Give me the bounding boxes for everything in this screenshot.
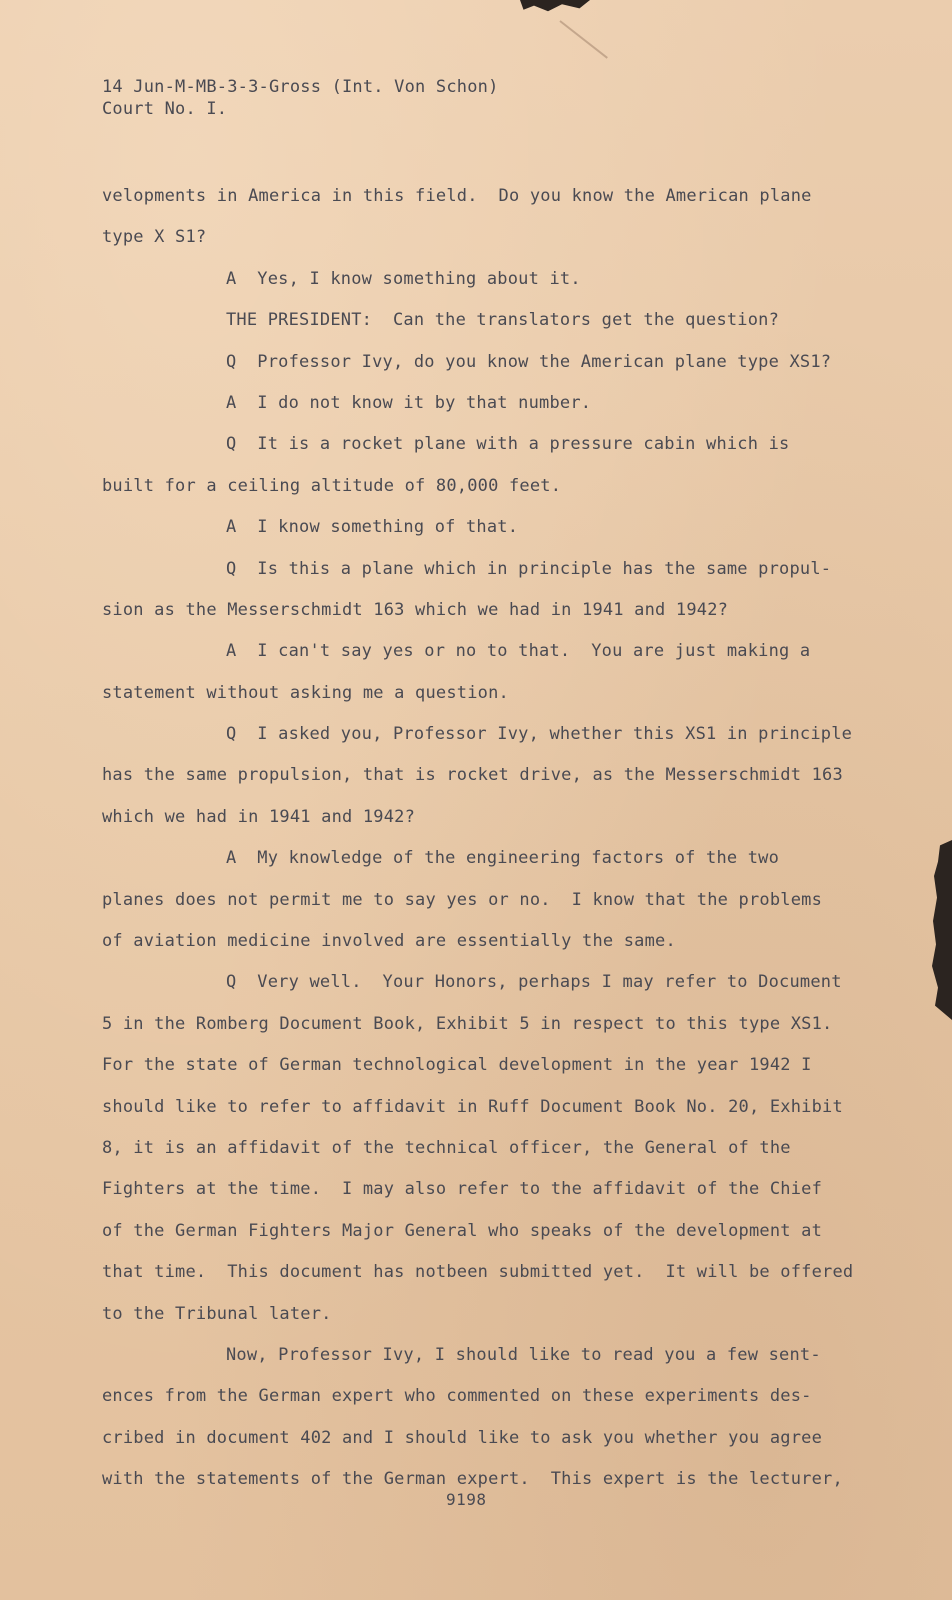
transcript-line: has the same propulsion, that is rocket drive, as the Messerschmidt 163 (102, 765, 843, 786)
transcript-line: Now, Professor Ivy, I should like to read you a few sent- (226, 1344, 821, 1365)
transcript-line: statement without asking me a question. (102, 682, 509, 703)
transcript-line: A I know something of that. (226, 517, 519, 538)
transcript-line: of aviation medicine involved are essentially the same. (102, 931, 676, 952)
transcript-line: Q Is this a plane which in principle has the same propul- (226, 558, 832, 579)
paper-tear-top (520, 0, 590, 14)
transcript-line: should like to refer to affidavit in Ruff Document Book No. 20, Exhibit (102, 1096, 843, 1117)
transcript-line: THE PRESIDENT: Can the translators get the question? (226, 310, 780, 331)
paper-tear-right (932, 840, 952, 1020)
transcript-line: 5 in the Romberg Document Book, Exhibit 5 in respect to this type XS1. (102, 1013, 833, 1034)
transcript-line: For the state of German technological development in the year 1942 I (102, 1055, 812, 1076)
transcript-line: Q I asked you, Professor Ivy, whether this XS1 in principle (226, 724, 853, 745)
transcript-line: A Yes, I know something about it. (226, 268, 581, 289)
transcript-line: with the statements of the German expert. This expert is the lecturer, (102, 1469, 843, 1490)
transcript-line: Q It is a rocket plane with a pressure cabin which is (226, 434, 790, 455)
transcript-body (102, 176, 854, 1501)
transcript-line: to the Tribunal later. (102, 1303, 332, 1324)
transcript-line: A I can't say yes or no to that. You are just making a (226, 641, 811, 662)
transcript-line: of the German Fighters Major General who speaks of the development at (102, 1220, 823, 1241)
header-session-line: 14 Jun-M-MB-3-3-Gross (Int. Von Schon) (102, 77, 499, 97)
transcript-line: cribed in document 402 and I should like to ask you whether you agree (102, 1427, 823, 1448)
header-court-line: Court No. I. (102, 99, 228, 119)
transcript-line: Q Very well. Your Honors, perhaps I may refer to Document (226, 972, 842, 993)
transcript-line: Q Professor Ivy, do you know the American plane type XS1? (226, 351, 832, 372)
document-header (102, 76, 499, 120)
transcript-line: that time. This document has notbeen submitted yet. It will be offered (102, 1262, 854, 1283)
transcript-line: velopments in America in this field. Do you know the American plane (102, 186, 812, 206)
transcript-line: A I do not know it by that number. (226, 392, 592, 413)
transcript-line: A My knowledge of the engineering factors of the two (226, 848, 780, 869)
transcript-line: 8, it is an affidavit of the technical officer, the General of the (102, 1137, 791, 1158)
transcript-line: built for a ceiling altitude of 80,000 feet. (102, 475, 562, 496)
transcript-line: Fighters at the time. I may also refer to the affidavit of the Chief (102, 1179, 823, 1200)
transcript-line: planes does not permit me to say yes or no. I know that the problems (102, 889, 823, 910)
page-number: 9198 (446, 1490, 487, 1509)
transcript-line: ences from the German expert who commented on these experiments des- (102, 1386, 812, 1407)
transcript-line: sion as the Messerschmidt 163 which we had in 1941 and 1942? (102, 599, 729, 620)
transcript-line: which we had in 1941 and 1942? (102, 806, 416, 827)
transcript-line: type X S1? (102, 227, 207, 248)
paper-crease (559, 20, 608, 59)
